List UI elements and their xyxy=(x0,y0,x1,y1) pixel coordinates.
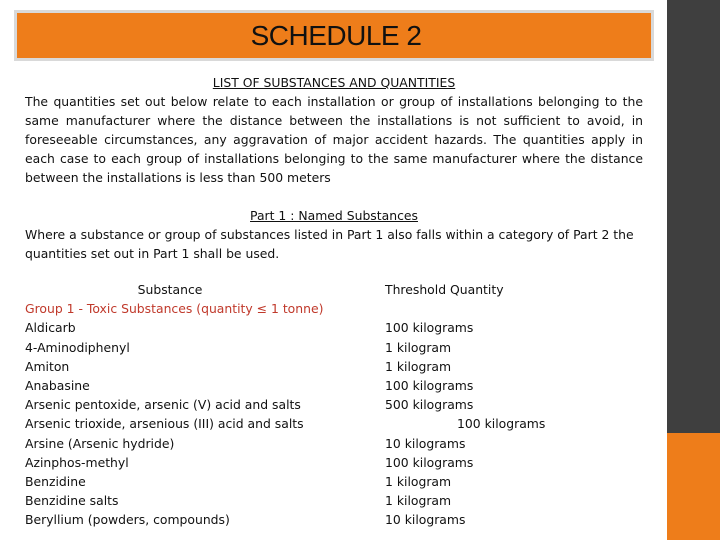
substance-cell: Anabasine xyxy=(25,378,90,394)
part1-text: Where a substance or group of substances listed in Part 1 also falls within a category of Part 2 the quantities set out in Part 1 shall be used. xyxy=(25,227,634,261)
substance-cell: Benzidine salts xyxy=(25,493,119,509)
substance-cell: Amiton xyxy=(25,358,70,374)
quantity-cell: 10 kilograms xyxy=(385,512,466,528)
substance-cell: Benzidine xyxy=(25,474,86,490)
quantity-cell: 10 kilograms xyxy=(385,435,466,451)
threshold-column xyxy=(385,280,565,530)
quantity-cell: 100 kilograms xyxy=(385,378,474,394)
substance-cell: Aldicarb xyxy=(25,320,76,336)
part1-heading: Part 1 : Named Substances xyxy=(250,208,418,223)
threshold-header: Threshold Quantity xyxy=(385,282,504,297)
quantity-cell: 100 kilograms xyxy=(457,416,546,432)
quantity-cell: 1 kilogram xyxy=(385,474,452,490)
quantity-cell: 100 kilograms xyxy=(385,320,474,336)
main-content xyxy=(25,73,643,263)
substance-column xyxy=(25,280,370,530)
substance-cell: Beryllium (powders, compounds) xyxy=(25,512,230,528)
side-accent-block xyxy=(667,433,720,540)
substance-cell: Arsine (Arsenic hydride) xyxy=(25,435,175,451)
substance-cell: Azinphos-methyl xyxy=(25,454,129,470)
substance-cell: Arsenic trioxide, arsenious (III) acid and salts xyxy=(25,416,304,432)
quantity-cell: 500 kilograms xyxy=(385,397,474,413)
quantity-cell: 1 kilogram xyxy=(385,339,452,355)
substance-header: Substance xyxy=(137,282,203,297)
section-heading: LIST OF SUBSTANCES AND QUANTITIES xyxy=(212,75,456,90)
quantity-cell: 1 kilogram xyxy=(385,358,452,374)
intro-paragraph: The quantities set out below relate to each installation or group of installations belonging to the same manufacturer where the distance between the installations is not sufficient to avoid, in foreseeable circumstances, any aggravation of major accident hazards. The quantities apply in each case to each group of installations belonging to the same manufacturer where the distance between the installations is less than 500 meters xyxy=(25,94,643,185)
quantity-cell: 1 kilogram xyxy=(385,493,452,509)
title-banner xyxy=(14,10,654,61)
quantity-cell: 100 kilograms xyxy=(385,454,474,470)
page-title: SCHEDULE 2 xyxy=(250,19,422,51)
substance-cell: Arsenic pentoxide, arsenic (V) acid and salts xyxy=(25,397,301,413)
group-header: Group 1 - Toxic Substances (quantity ≤ 1 tonne) xyxy=(25,301,324,317)
substance-cell: 4-Aminodiphenyl xyxy=(25,339,130,355)
threshold-spacer xyxy=(385,299,565,318)
